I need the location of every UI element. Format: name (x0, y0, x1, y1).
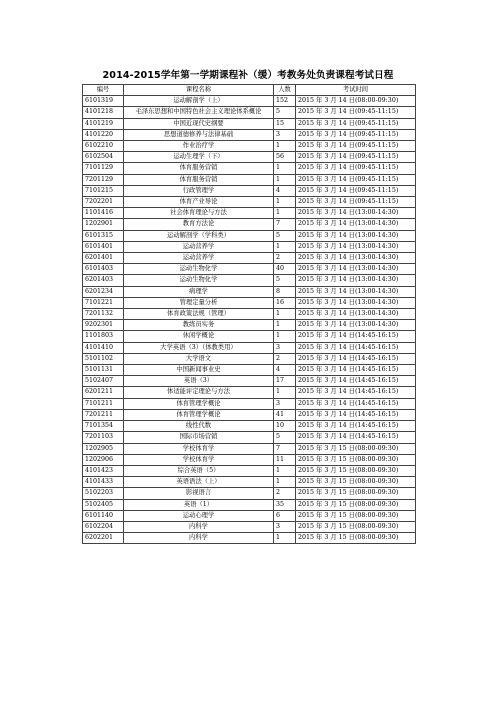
course-code: 6102204 (83, 521, 124, 532)
course-name: 体适能评定理论与方法 (124, 387, 274, 398)
course-code: 4101219 (83, 118, 124, 129)
exam-time: 2015 年 3 月 14 日(13:00-14:30) (296, 208, 416, 219)
course-name: 体育产业导论 (124, 197, 274, 208)
table-row (83, 163, 416, 174)
exam-time: 2015 年 3 月 14 日(09:45-11:15) (296, 174, 416, 185)
student-count: 1 (274, 163, 296, 174)
student-count: 40 (274, 264, 296, 275)
exam-time: 2015 年 3 月 14 日(14:45-16:15) (296, 331, 416, 342)
exam-time: 2015 年 3 月 14 日(09:45-11:15) (296, 197, 416, 208)
student-count: 5 (274, 107, 296, 118)
course-name: 运动营养学 (124, 241, 274, 252)
course-name: 体育服务营销 (124, 174, 274, 185)
table-header-row (83, 85, 416, 96)
exam-time: 2015 年 3 月 14 日(14:45-16:15) (296, 376, 416, 387)
student-count: 2 (274, 488, 296, 499)
course-code: 7201132 (83, 309, 124, 320)
course-name: 行政管理学 (124, 185, 274, 196)
student-count: 1 (274, 309, 296, 320)
table-row (83, 141, 416, 152)
student-count: 35 (274, 499, 296, 510)
student-count: 1 (274, 331, 296, 342)
table-row (83, 342, 416, 353)
exam-time: 2015 年 3 月 14 日(13:00-14:30) (296, 320, 416, 331)
exam-time: 2015 年 3 月 14 日(09:45-11:15) (296, 152, 416, 163)
exam-time: 2015 年 3 月 14 日(09:45-11:15) (296, 141, 416, 152)
exam-time: 2015 年 3 月 14 日(14:45-16:15) (296, 398, 416, 409)
course-name: 运动生理学（下） (124, 152, 274, 163)
table-row (83, 465, 416, 476)
table-row (83, 185, 416, 196)
table-row (83, 219, 416, 230)
course-code: 4101220 (83, 129, 124, 140)
course-code: 5101102 (83, 353, 124, 364)
course-name: 运动生物化学 (124, 275, 274, 286)
exam-time: 2015 年 3 月 14 日(09:45-11:15) (296, 129, 416, 140)
course-code: 1202905 (83, 443, 124, 454)
course-code: 1101803 (83, 331, 124, 342)
course-name: 英语（1） (124, 499, 274, 510)
table-row (83, 320, 416, 331)
course-name: 休闲学概论 (124, 331, 274, 342)
table-row (83, 286, 416, 297)
course-name: 英语语法（上） (124, 477, 274, 488)
exam-time: 2015 年 3 月 14 日(09:45-11:15) (296, 163, 416, 174)
course-name: 内科学 (124, 521, 274, 532)
course-code: 4101218 (83, 107, 124, 118)
course-code: 1202906 (83, 454, 124, 465)
exam-time: 2015 年 3 月 15 日(08:00-09:30) (296, 477, 416, 488)
student-count: 6 (274, 510, 296, 521)
course-code: 7201211 (83, 409, 124, 420)
course-code: 6102210 (83, 141, 124, 152)
exam-time: 2015 年 3 月 14 日(14:45-16:15) (296, 353, 416, 364)
exam-time: 2015 年 3 月 15 日(08:00-09:30) (296, 533, 416, 544)
header-exam-time: 考试时间 (296, 85, 416, 96)
course-code: 5102405 (83, 499, 124, 510)
student-count: 7 (274, 219, 296, 230)
course-code: 5101131 (83, 365, 124, 376)
course-name: 线性代数 (124, 421, 274, 432)
table-row (83, 365, 416, 376)
exam-time: 2015 年 3 月 14 日(13:00-14:30) (296, 275, 416, 286)
table-row (83, 331, 416, 342)
student-count: 3 (274, 521, 296, 532)
course-code: 9202301 (83, 320, 124, 331)
table-row (83, 387, 416, 398)
student-count: 2 (274, 253, 296, 264)
exam-time: 2015 年 3 月 14 日(13:00-14:30) (296, 253, 416, 264)
student-count: 1 (274, 208, 296, 219)
course-name: 运动解剖学（上） (124, 96, 274, 107)
table-row (83, 488, 416, 499)
course-name: 运动解剖学（学科类） (124, 230, 274, 241)
student-count: 5 (274, 230, 296, 241)
student-count: 5 (274, 432, 296, 443)
course-name: 中国近现代史纲要 (124, 118, 274, 129)
course-code: 7201129 (83, 174, 124, 185)
student-count: 1 (274, 477, 296, 488)
course-name: 教练员实务 (124, 320, 274, 331)
exam-time: 2015 年 3 月 15 日(08:00-09:30) (296, 521, 416, 532)
table-row (83, 443, 416, 454)
course-code: 6101319 (83, 96, 124, 107)
course-code: 7101221 (83, 297, 124, 308)
student-count: 10 (274, 421, 296, 432)
table-row (83, 241, 416, 252)
table-row (83, 398, 416, 409)
table-row (83, 208, 416, 219)
student-count: 3 (274, 398, 296, 409)
student-count: 1 (274, 465, 296, 476)
course-name: 国际市场营销 (124, 432, 274, 443)
student-count: 4 (274, 365, 296, 376)
table-row (83, 96, 416, 107)
course-name: 学校体育学 (124, 454, 274, 465)
student-count: 152 (274, 96, 296, 107)
course-code: 6101315 (83, 230, 124, 241)
student-count: 8 (274, 286, 296, 297)
student-count: 5 (274, 275, 296, 286)
course-name: 运动营养学 (124, 253, 274, 264)
exam-time: 2015 年 3 月 15 日(08:00-09:30) (296, 499, 416, 510)
header-code: 编号 (83, 85, 124, 96)
course-code: 6202201 (83, 533, 124, 544)
table-row (83, 533, 416, 544)
table-row (83, 376, 416, 387)
student-count: 41 (274, 409, 296, 420)
exam-time: 2015 年 3 月 15 日(08:00-09:30) (296, 454, 416, 465)
student-count: 56 (274, 152, 296, 163)
student-count: 1 (274, 387, 296, 398)
student-count: 1 (274, 533, 296, 544)
course-code: 6101403 (83, 264, 124, 275)
course-name: 运动心理学 (124, 510, 274, 521)
course-name: 英语（3） (124, 376, 274, 387)
exam-schedule-table (82, 84, 416, 544)
course-code: 5102203 (83, 488, 124, 499)
table-row (83, 118, 416, 129)
table-row (83, 353, 416, 364)
exam-time: 2015 年 3 月 15 日(08:00-09:30) (296, 510, 416, 521)
exam-time: 2015 年 3 月 14 日(13:00-14:30) (296, 230, 416, 241)
course-code: 6201234 (83, 286, 124, 297)
student-count: 4 (274, 185, 296, 196)
student-count: 17 (274, 376, 296, 387)
course-name: 教育方法论 (124, 219, 274, 230)
table-row (83, 309, 416, 320)
course-code: 5102407 (83, 376, 124, 387)
course-code: 6201401 (83, 253, 124, 264)
course-code: 7101211 (83, 398, 124, 409)
exam-time: 2015 年 3 月 14 日(09:45-11:15) (296, 107, 416, 118)
student-count: 1 (274, 174, 296, 185)
exam-time: 2015 年 3 月 14 日(09:45-11:15) (296, 118, 416, 129)
table-body (83, 96, 416, 544)
course-name: 体育服务营销 (124, 163, 274, 174)
table-row (83, 297, 416, 308)
table-row (83, 230, 416, 241)
course-name: 毛泽东思想和中国特色社会主义理论体系概论 (124, 107, 274, 118)
table-row (83, 409, 416, 420)
table-row (83, 107, 416, 118)
exam-time: 2015 年 3 月 14 日(13:00-14:30) (296, 264, 416, 275)
exam-time: 2015 年 3 月 14 日(13:00-14:30) (296, 297, 416, 308)
table-row (83, 432, 416, 443)
course-code: 4101423 (83, 465, 124, 476)
exam-time: 2015 年 3 月 14 日(14:45-16:15) (296, 421, 416, 432)
exam-time: 2015 年 3 月 14 日(14:45-16:15) (296, 342, 416, 353)
exam-time: 2015 年 3 月 14 日(13:00-14:30) (296, 241, 416, 252)
header-count: 人数 (274, 85, 296, 96)
course-code: 7101354 (83, 421, 124, 432)
course-code: 6101140 (83, 510, 124, 521)
course-name: 思想道德修养与法律基础 (124, 129, 274, 140)
course-name: 社会体育理论与方法 (124, 208, 274, 219)
course-code: 1202901 (83, 219, 124, 230)
student-count: 11 (274, 454, 296, 465)
exam-time: 2015 年 3 月 15 日(08:00-09:30) (296, 443, 416, 454)
table-row (83, 174, 416, 185)
course-code: 6102504 (83, 152, 124, 163)
table-row (83, 275, 416, 286)
student-count: 3 (274, 129, 296, 140)
course-code: 4101433 (83, 477, 124, 488)
table-row (83, 152, 416, 163)
course-name: 病理学 (124, 286, 274, 297)
table-row (83, 521, 416, 532)
page-title: 2014-2015学年第一学期课程补（缓）考教务处负责课程考试日程 (102, 70, 394, 81)
exam-time: 2015 年 3 月 14 日(09:45-11:15) (296, 185, 416, 196)
course-name: 中国新闻事业史 (124, 365, 274, 376)
student-count: 1 (274, 241, 296, 252)
table-row (83, 499, 416, 510)
course-code: 4101410 (83, 342, 124, 353)
course-name: 作业治疗学 (124, 141, 274, 152)
course-name: 影视语言 (124, 488, 274, 499)
exam-time: 2015 年 3 月 14 日(14:45-16:15) (296, 409, 416, 420)
header-course-name: 课程名称 (124, 85, 274, 96)
exam-time: 2015 年 3 月 15 日(08:00-09:30) (296, 465, 416, 476)
student-count: 1 (274, 141, 296, 152)
course-name: 运动生物化学 (124, 264, 274, 275)
course-code: 6201211 (83, 387, 124, 398)
exam-time: 2015 年 3 月 14 日(13:00-14:30) (296, 286, 416, 297)
table-row (83, 510, 416, 521)
course-code: 7201103 (83, 432, 124, 443)
course-code: 7202201 (83, 197, 124, 208)
course-name: 学校体育学 (124, 443, 274, 454)
exam-time: 2015 年 3 月 14 日(13:00-14:30) (296, 219, 416, 230)
course-name: 体育政策法规（管理） (124, 309, 274, 320)
exam-time: 2015 年 3 月 14 日(14:45-16:15) (296, 387, 416, 398)
table-row (83, 454, 416, 465)
student-count: 1 (274, 197, 296, 208)
table-row (83, 197, 416, 208)
exam-time: 2015 年 3 月 14 日(08:00-09:30) (296, 96, 416, 107)
course-name: 综合英语（5） (124, 465, 274, 476)
exam-time: 2015 年 3 月 14 日(13:00-14:30) (296, 309, 416, 320)
student-count: 1 (274, 320, 296, 331)
student-count: 16 (274, 297, 296, 308)
course-code: 6201403 (83, 275, 124, 286)
course-name: 体育管理学概论 (124, 398, 274, 409)
course-name: 大学英语（3）（体教类用） (124, 342, 274, 353)
student-count: 7 (274, 443, 296, 454)
course-name: 体育管理学概论 (124, 409, 274, 420)
student-count: 15 (274, 118, 296, 129)
exam-time: 2015 年 3 月 15 日(08:00-09:30) (296, 488, 416, 499)
table-row (83, 421, 416, 432)
exam-time: 2015 年 3 月 14 日(14:45-16:15) (296, 365, 416, 376)
student-count: 3 (274, 342, 296, 353)
course-name: 大学语文 (124, 353, 274, 364)
table-row (83, 253, 416, 264)
table-row (83, 129, 416, 140)
course-code: 7101215 (83, 185, 124, 196)
exam-time: 2015 年 3 月 14 日(14:45-16:15) (296, 432, 416, 443)
course-code: 1101416 (83, 208, 124, 219)
student-count: 2 (274, 353, 296, 364)
table-row (83, 264, 416, 275)
course-code: 6101401 (83, 241, 124, 252)
course-name: 管理定量分析 (124, 297, 274, 308)
table-row (83, 477, 416, 488)
course-code: 7101129 (83, 163, 124, 174)
course-name: 内科学 (124, 533, 274, 544)
